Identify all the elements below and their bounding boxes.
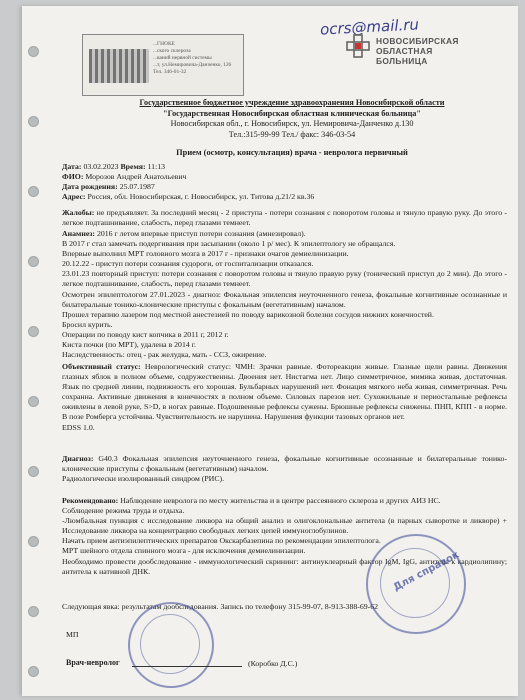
recommendation-line: -Люмбальная пункция с исследование ликвора на общий анализ и олигоклональные антитела (в парных сыворотке и ликворе) + Исследование ликвора на концентрацию свободных легких цепей иммуноглобулинов. (62, 516, 507, 536)
anamnesis-line: 20.12.22 - приступ потери сознания судороги, от госпитализации отказался. (62, 259, 314, 269)
stamp-line: ...ского склероза (153, 48, 191, 54)
punch-hole (28, 326, 39, 337)
patient-name: Морозов Андрей Анатольевич (85, 172, 187, 182)
punch-hole (28, 536, 39, 547)
stamp-text (153, 41, 241, 76)
recommendation-line: Необходимо провести дообследование - иммунологический скрининг: антинуклеарный фактор IgM, IgG, антитела к кардиолипину; антитела к нативной ДНК. (62, 556, 507, 576)
recommendation-line: Соблюдение режима труда и отдыха. (62, 506, 185, 516)
round-seal-stamp (128, 602, 214, 688)
edss-score: EDSS 1.0. (62, 422, 95, 432)
recommendations-section: Рекомендовано: Наблюдение невролога по месту жительства и в центре рассеянного склероза и других АИЗ НС. Соблюдение режима труда и отдыха. -Люмбальная пункция с исследование ликвора на общий анализ и олигоклональные антитела (в парных сыворотке и ликворе) + Исследование ликвора на концентрацию свободных легких цепей иммуноглобулинов. Начать прием антиэпилептических препаратов Окскарбазепина по рекомендации эпилептолога. МРТ шейного отдела спинного мозга - для исключения демиелинизации. Необходимо провести дообследование - иммунологический скрининг: антинуклеарный фактор IgM, IgG, антитела к кардиолипину; антитела к нативной ДНК. (62, 496, 507, 576)
institution-header (92, 98, 492, 140)
punch-hole (28, 396, 39, 407)
diagnosis-extra: Радиологически изолированный синдром (РИС). (62, 474, 225, 484)
stamp-line: ...т, ул.Немировича-Данченко, 126 (153, 62, 232, 68)
stamp-caption: Для справок (391, 549, 462, 594)
handwritten-email: ocrs@mail.ru (319, 15, 420, 39)
punch-hole (28, 186, 39, 197)
anamnesis-line: Осмотрен эпилептологом 27.01.2023 - диагноз: Фокальная эпилепсия неуточненного генеза, фокальные когнитивные осознанные и билатеральные тонико-клонические приступы с фокальным (вегетативным) началом. (62, 289, 507, 309)
stamp-line: ...ГНОКЕ (153, 41, 175, 47)
punch-holes (28, 6, 40, 696)
clinic-rectangular-stamp (82, 34, 244, 96)
punch-hole (28, 46, 39, 57)
objective-status-text: Неврологический статус: ЧМН: Зрачки равные. Фотореакции живые. Глазные щели равны. Движения глазных яблок в полном объеме, содружественны. Двоения нет. Нистагма нет. Лицо симметричное, мимика живая, достаточная. Язык по средней линии, подвижность его хорошая. Бульбарных нарушений нет. Фонация мягкого неба живая, симметричная. Речь сохранна. Активные движения в конечностях в полном объеме. Силовых парезов нет. Сухожильные и периостальные рефлексы оживлены в левой руке, S>D, в ногах равные. Подошвенные рефлексы сужены. Брюшные рефлексы снижены. ПНП, КПП - в норме. В позе Ромберга устойчива. Чувствительность не нарушена. Нарушения функции тазовых органов нет. (62, 362, 507, 422)
document-title: Прием (осмотр, консультация) врача - невролога первичный (176, 148, 408, 157)
anamnesis-line: Прошел терапию лазером под местной анестезией по поводу варикозной болезни сосудов нижних конечностей. (62, 309, 434, 319)
diagnosis-section: Диагноз: G40.3 Фокальная эпилепсия неуточненного генеза, фокальные когнитивные осознанные и билатеральные тонико-клонические приступы с фокальным (вегетативным) началом. Радиологически изолированный синдром (РИС). (62, 454, 508, 484)
recommendation-line: МРТ шейного отдела спинного мозга - для исключения демиелинизации. (62, 546, 306, 556)
document-sheet (22, 6, 518, 696)
next-visit: Следующая явка: результатам дообследования. Запись по телефону 315-99-07, 8-913-388-69-62 (62, 602, 379, 611)
hospital-name: "Государственная Новосибирская областная клиническая больница" (163, 108, 421, 118)
medical-cross-icon (346, 34, 370, 58)
doctor-label: Врач-невролог (66, 658, 120, 667)
anamnesis-line: Операции по поводу кист копчика в 2011 г, 2012 г. (62, 329, 229, 339)
patient-address: Россия, обл. Новосибирская, г. Новосибирск, ул. Титова д.21/2 кв.36 (87, 192, 315, 202)
recommendation-line: Наблюдение невролога по месту жительства и в центре рассеянного склероза и других АИЗ НС. (120, 496, 441, 505)
punch-hole (28, 256, 39, 267)
punch-hole (28, 666, 39, 677)
hospital-logo (346, 30, 486, 84)
signature-line (132, 666, 242, 667)
punch-hole (28, 116, 39, 127)
anamnesis-line: Наследственность: отец - рак желудка, мать - ССЗ, ожирение. (62, 350, 267, 360)
punch-hole (28, 606, 39, 617)
patient-info: Дата: 03.02.2023 Время: 11:13 ФИО: Морозов Андрей Анатольевич Дата рождения: 25.07.1987 Адрес: Россия, обл. Новосибирская, г. Новосибирск, ул. Титова д.21/2 кв.36 (62, 162, 315, 202)
anamnesis-line: В 2017 г стал замечать подергивания при засыпании (около 1 р/ мес). К эпилептологу не обращался. (62, 239, 396, 249)
hospital-address: Новосибирская обл., г. Новосибирск, ул. Немировича-Данченко д.130 (170, 119, 414, 128)
recommendation-line: Начать прием антиэпилептических препаратов Окскарбазепина по рекомендации эпилептолога. (62, 536, 381, 546)
complaints-section: Жалобы: не предъявляет. За последний месяц - 2 приступа - потери сознания с поворотом головы и тянулo правую руку. До этого - легкое подташнивание, слабость, перед глазами темнеет. (62, 208, 508, 228)
hospital-logo-name: НОВОСИБИРСКАЯ ОБЛАСТНАЯ БОЛЬНИЦА (376, 36, 459, 66)
objective-status-section: Объективный статус: Неврологический статус: ЧМН: Зрачки равные. Фотореакции живые. Глазные щели равны. Движения глазных яблок в полном объеме, содружественны. Двоения нет. Нистагма нет. Лицо симметричное, мимика живая, достаточная. Язык по средней линии, подвижность его хорошая. Бульбарных нарушений нет. Фонация мягкого неба живая, симметричная. Речь сохранна. Активные движения в конечностях в полном объеме. Силовых парезов нет. Сухожильные и периостальные рефлексы оживлены в левой руке, S>D, в ногах равные. Подошвенные рефлексы сужены. Брюшные рефлексы снижены. ПНП, КПП - в норме. В позе Ромберга устойчива. Чувствительность не нарушена. Нарушения функции тазовых органов нет. EDSS 1.0. (62, 362, 507, 432)
institution-name: Государственное бюджетное учреждение здравоохранения Новосибирской области (139, 98, 445, 107)
visit-time: 11:13 (147, 162, 166, 171)
round-seal-stamp-right (366, 534, 466, 634)
anamnesis-line: 23.01.23 повторный приступ: потери сознания с поворотом головы и тянуло правую руку (тонический приступ до 2 мин). До этого - легкое подташнивание, слабость, перед глазами темнеет. (62, 269, 507, 289)
seal-placeholder-label: МП (66, 630, 79, 639)
stamp-line: Тел. 346-01-32 (153, 69, 187, 75)
complaints-text: не предъявляет. За последний месяц - 2 приступа - потери сознания с поворотом головы и тянулo правую руку. До этого - легкое подташнивание, слабость, перед глазами темнеет. (62, 208, 508, 228)
anamnesis-line: 2016 г летом впервые приступ потери сознания (амнезировал). (96, 229, 306, 238)
anamnesis-section: Анамнез: 2016 г летом впервые приступ потери сознания (амнезировал). В 2017 г стал замечать подергивания при засыпании (около 1 р/ мес). К эпилептологу не обращался. Впервые выполнил МРТ головного мозга в 2017 г - признаки очагов демиелинизации. 20.12.22 - приступ потери сознания судороги, от госпитализации отказался. 23.01.23 повторный приступ: потери сознания с поворотом головы и тянуло правую руку (тонический приступ до 2 мин). До этого - легкое подташнивание, слабость, перед глазами темнеет. Осмотрен эпилептологом 27.01.2023 - диагноз: Фокальная эпилепсия неуточненного генеза, фокальные когнитивные осознанные и билатеральные тонико-клонические приступы с фокальным (вегетативным) началом. Прошел терапию лазером под местной анестезией по поводу варикозной болезни сосудов нижних конечностей. Бросил курить. Операции по поводу кист копчика в 2011 г, 2012 г. Киста почки (по МРТ), удалена в 2014 г. Наследственность: отец - рак желудка, мать - ССЗ, ожирение. (62, 229, 507, 360)
anamnesis-line: Киста почки (по МРТ), удалена в 2014 г. (62, 340, 196, 350)
stamp-line: ...ваний нервной системы (153, 55, 212, 61)
punch-hole (28, 466, 39, 477)
doctor-name: (Коробко Д.С.) (248, 659, 298, 668)
anamnesis-line: Впервые выполнил МРТ головного мозга в 2017 г - признаки очагов демиелинизации. (62, 249, 349, 259)
hospital-phones: Тел.:315-99-99 Тел./ факс: 346-03-54 (228, 129, 356, 139)
stamp-barcode-graphic (89, 49, 149, 83)
diagnosis-text: G40.3 Фокальная эпилепсия неуточненного генеза, фокальные когнитивные осознанные и билатеральные тонико-клонические приступы с фокальным (вегетативным) началом. (62, 454, 508, 474)
visit-date: 03.02.2023 (83, 162, 119, 171)
patient-dob: 25.07.1987 (119, 182, 155, 192)
anamnesis-line: Бросил курить. (62, 319, 113, 329)
